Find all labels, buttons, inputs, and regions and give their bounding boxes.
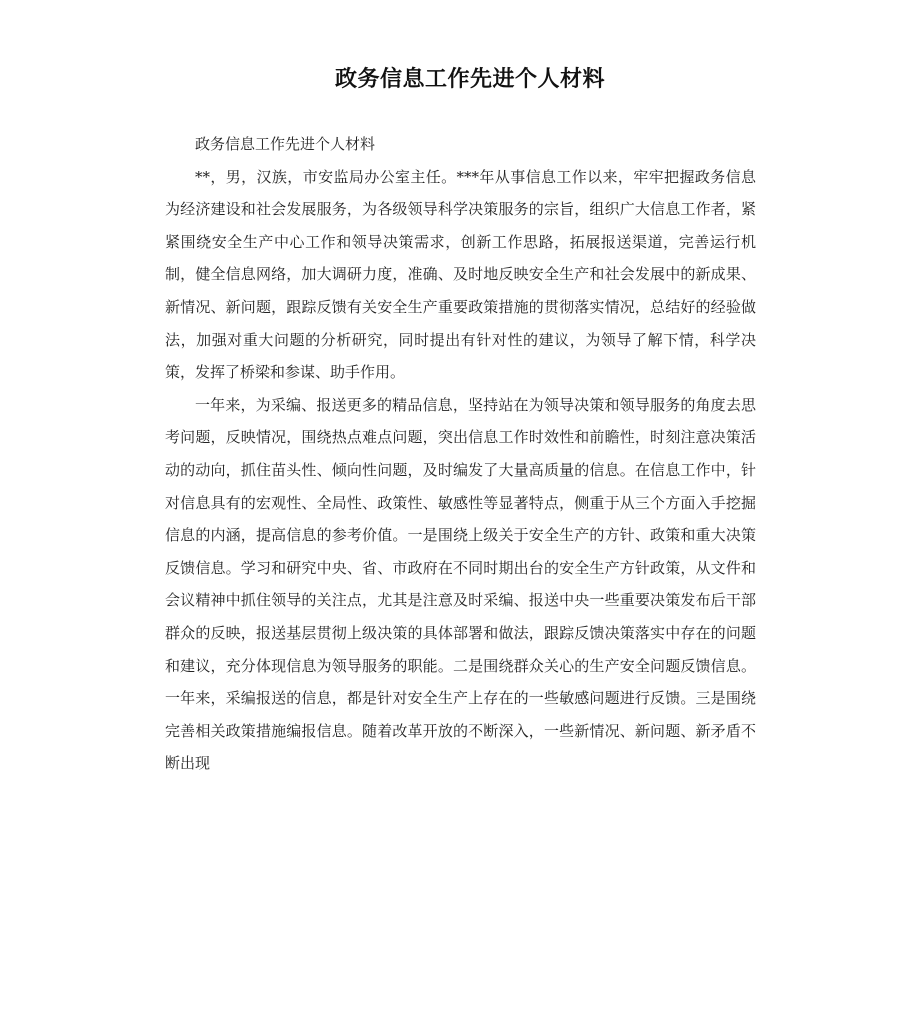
document-title: 政务信息工作先进个人材料 — [334, 67, 605, 92]
document-body — [165, 128, 756, 780]
paragraph-subtitle: 政务信息工作先进个人材料 — [195, 135, 376, 153]
paragraph-work-summary: 一年来，为采编、报送更多的精品信息，坚持站在为领导决策和领导服务的角度去思考问题，反映情况，围绕热点难点问题，突出信息工作时效性和前瞻性，时刻注意决策活动的动向，抓住苗头性、倾向性问题，及时编发了大量高质量的信息。在信息工作中，针对信息具有的宏观性、全局性、政策性、敏感性等显著特点，侧重于从三个方面入手挖掘信息的内涵，提高信息的参考价值。一是围绕上级关于安全生产的方针、政策和重大决策反馈信息。学习和研究中央、省、市政府在不同时期出台的安全生产方针政策，从文件和会议精神中抓住领导的关注点，尤其是注意及时采编、报送中央一些重要决策发布后干部群众的反映，报送基层贯彻上级决策的具体部署和做法，跟踪反馈决策落实中存在的问题和建议，充分体现信息为领导服务的职能。二是围绕群众关心的生产安全问题反馈信息。一年来，采编报送的信息，都是针对安全生产上存在的一些敏感问题进行反馈。三是围绕完善相关政策措施编报信息。随着改革开放的不断深入，一些新情况、新问题、新矛盾不断出现 — [165, 395, 756, 773]
paragraph-introduction: **，男，汉族，市安监局办公室主任。***年从事信息工作以来，牢牢把握政务信息为经济建设和社会发展服务，为各级领导科学决策服务的宗旨，组织广大信息工作者，紧紧围绕安全生产中心工作和领导决策需求，创新工作思路，拓展报送渠道，完善运行机制，健全信息网络，加大调研力度，准确、及时地反映安全生产和社会发展中的新成果、新情况、新问题，跟踪反馈有关安全生产重要政策措施的贯彻落实情况，总结好的经验做法，加强对重大问题的分析研究，同时提出有针对性的建议，为领导了解下情，科学决策，发挥了桥梁和参谋、助手作用。 — [165, 167, 756, 382]
